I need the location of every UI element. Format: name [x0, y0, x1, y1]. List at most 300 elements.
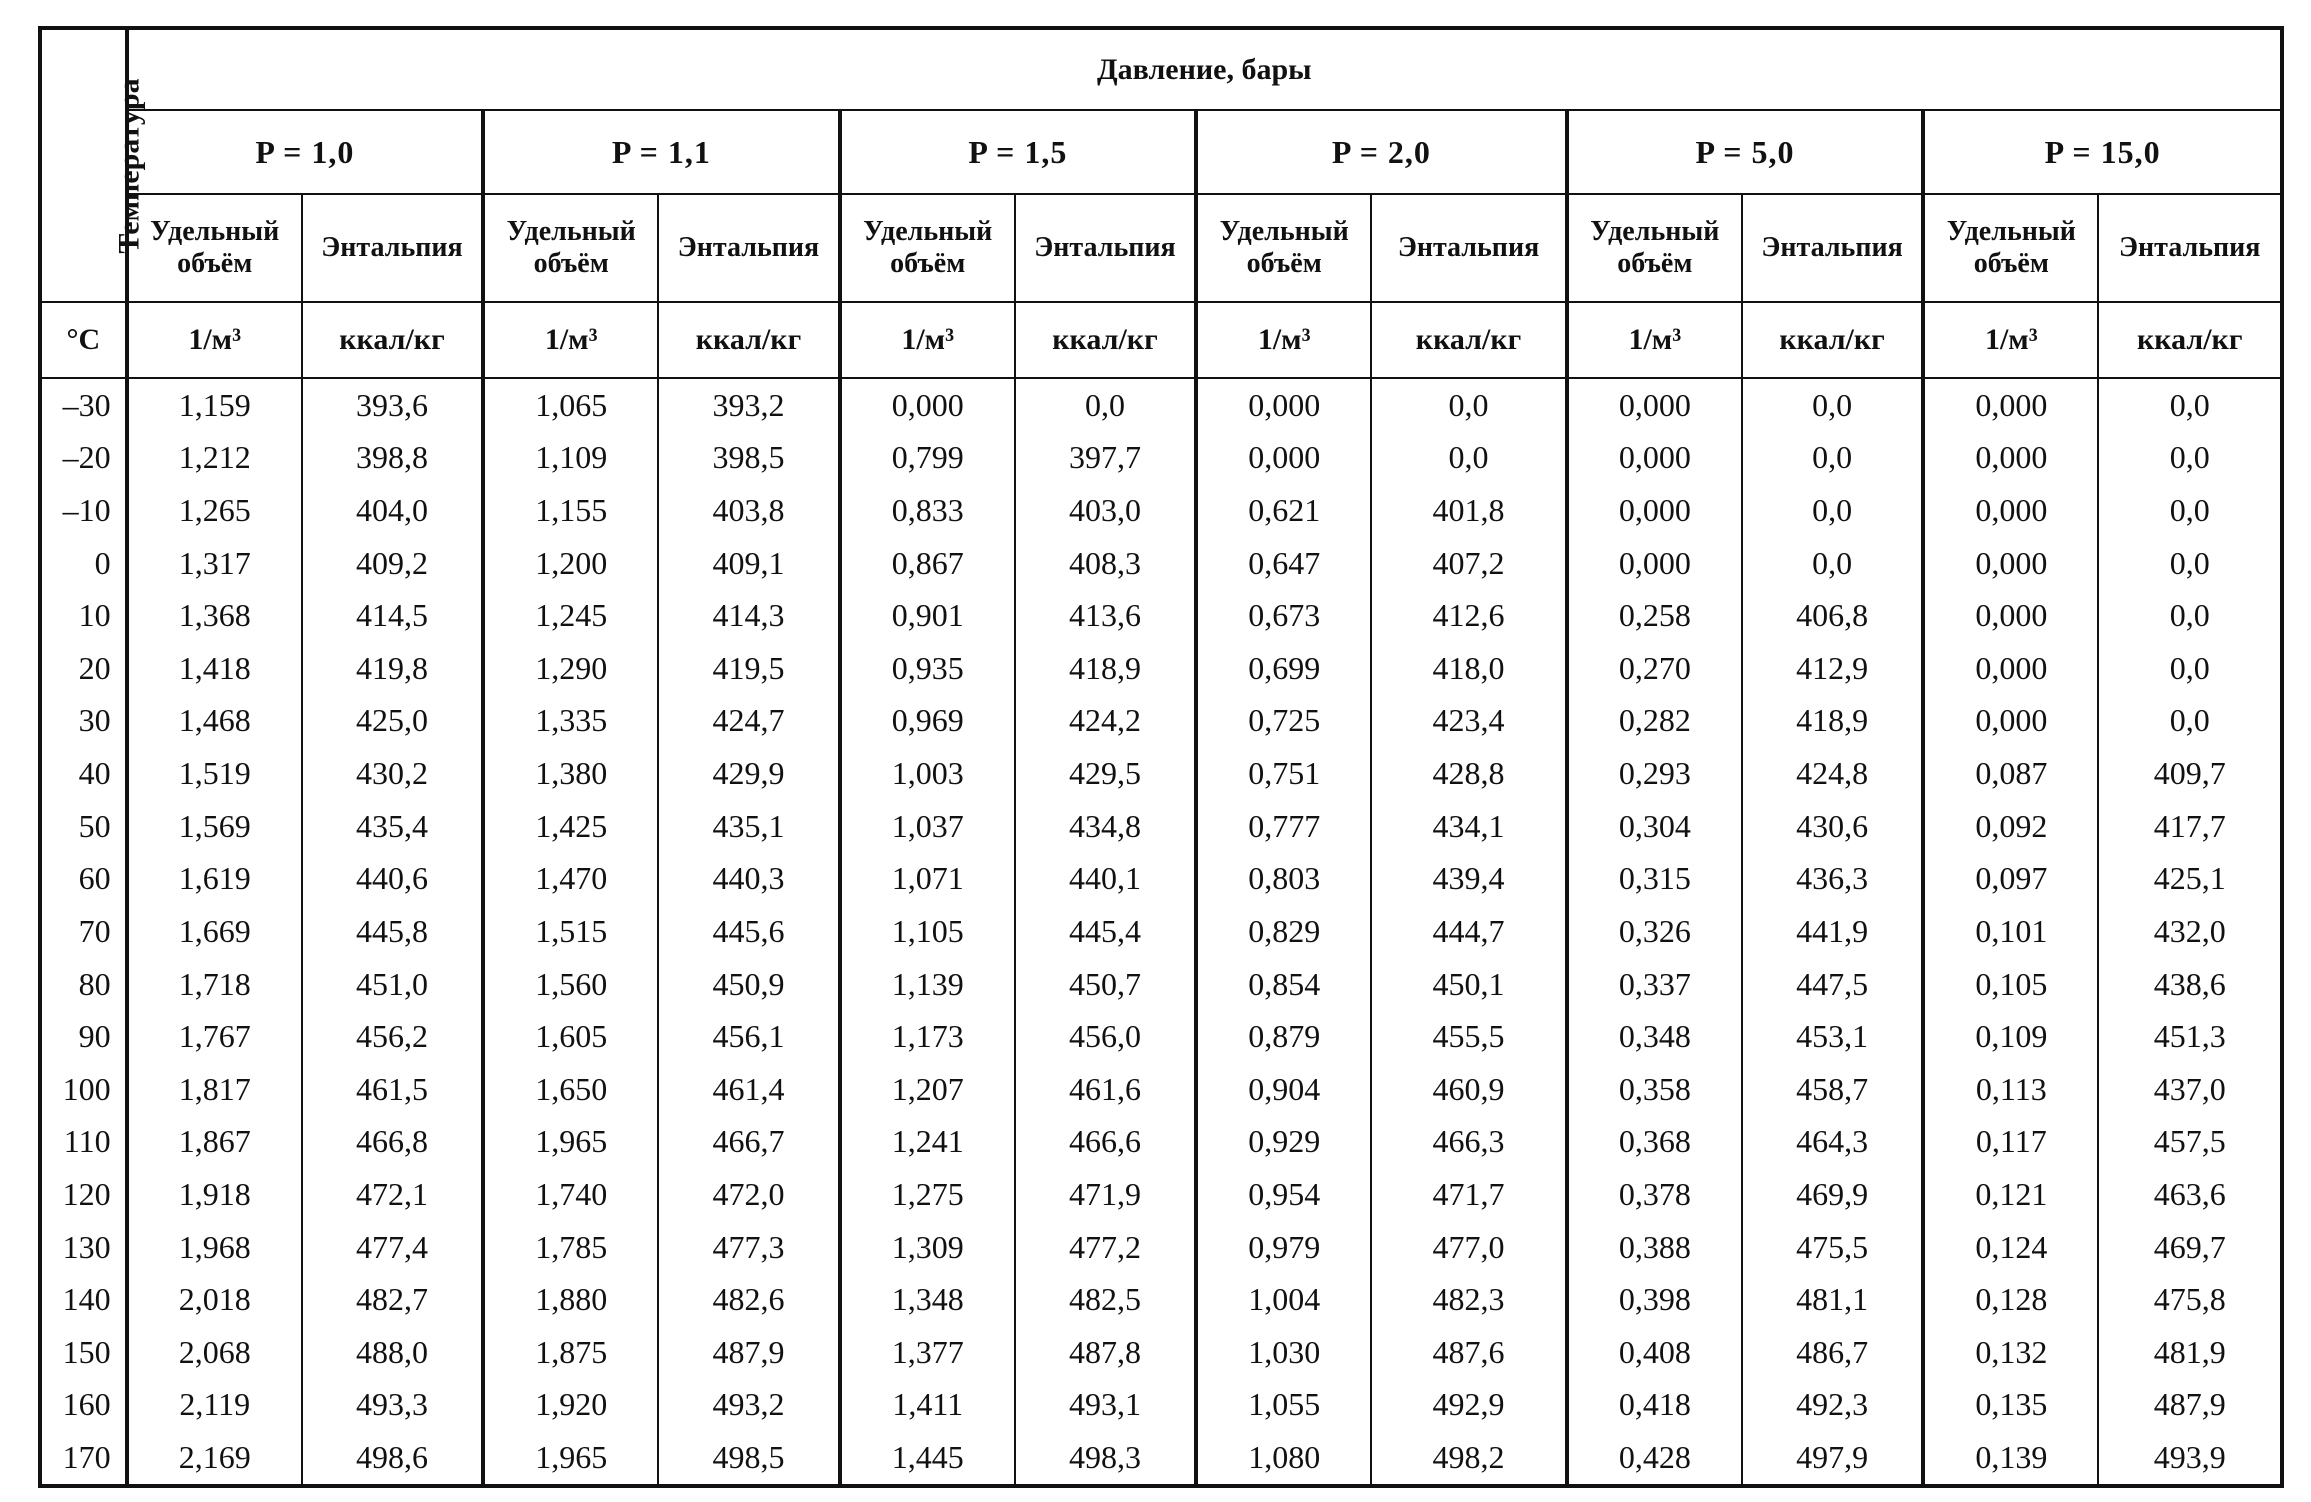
column-subheader-row — [40, 194, 2282, 302]
volume-cell: 0,000 — [1923, 589, 2098, 642]
enthalpy-subheader: Энтальпия — [658, 194, 839, 302]
volume-cell: 1,920 — [483, 1379, 658, 1432]
volume-cell: 1,368 — [127, 589, 302, 642]
volume-cell: 0,097 — [1923, 853, 2098, 906]
enthalpy-cell: 482,7 — [302, 1273, 483, 1326]
volume-unit: 1/м³ — [483, 302, 658, 378]
volume-cell: 1,968 — [127, 1221, 302, 1274]
temperature-cell: 170 — [40, 1431, 127, 1486]
volume-cell: 1,105 — [840, 905, 1015, 958]
table-row — [40, 1326, 2282, 1379]
volume-cell: 0,101 — [1923, 905, 2098, 958]
enthalpy-cell: 406,8 — [1742, 589, 1923, 642]
volume-cell: 0,121 — [1923, 1168, 2098, 1221]
enthalpy-cell: 397,7 — [1015, 432, 1196, 485]
table-body — [40, 378, 2282, 1486]
pressure-group-header: P = 1,0 — [127, 110, 484, 194]
volume-cell: 1,669 — [127, 905, 302, 958]
steam-table-page — [38, 26, 2284, 1488]
volume-cell: 0,337 — [1567, 958, 1742, 1011]
volume-cell: 0,833 — [840, 484, 1015, 537]
volume-cell: 0,270 — [1567, 642, 1742, 695]
enthalpy-cell: 418,9 — [1742, 695, 1923, 748]
temperature-cell: 20 — [40, 642, 127, 695]
volume-cell: 1,030 — [1196, 1326, 1371, 1379]
enthalpy-cell: 401,8 — [1371, 484, 1566, 537]
enthalpy-cell: 440,6 — [302, 853, 483, 906]
enthalpy-cell: 481,1 — [1742, 1273, 1923, 1326]
enthalpy-cell: 0,0 — [1015, 378, 1196, 432]
temperature-cell: 90 — [40, 1010, 127, 1063]
enthalpy-cell: 456,2 — [302, 1010, 483, 1063]
volume-cell: 1,241 — [840, 1116, 1015, 1169]
volume-cell: 0,092 — [1923, 800, 2098, 853]
temperature-cell: 60 — [40, 853, 127, 906]
volume-cell: 0,803 — [1196, 853, 1371, 906]
enthalpy-cell: 0,0 — [2098, 589, 2282, 642]
enthalpy-unit: ккал/кг — [302, 302, 483, 378]
volume-cell: 1,377 — [840, 1326, 1015, 1379]
temperature-cell: –30 — [40, 378, 127, 432]
enthalpy-cell: 398,5 — [658, 432, 839, 485]
volume-subheader: Удельный объём — [1567, 194, 1742, 302]
enthalpy-cell: 409,2 — [302, 537, 483, 590]
table-row — [40, 432, 2282, 485]
enthalpy-cell: 414,5 — [302, 589, 483, 642]
enthalpy-cell: 429,5 — [1015, 747, 1196, 800]
volume-cell: 0,725 — [1196, 695, 1371, 748]
enthalpy-cell: 430,2 — [302, 747, 483, 800]
volume-cell: 0,000 — [1196, 378, 1371, 432]
pressure-header: Давление, бары — [127, 28, 2282, 110]
enthalpy-cell: 477,2 — [1015, 1221, 1196, 1274]
volume-cell: 1,290 — [483, 642, 658, 695]
volume-cell: 1,139 — [840, 958, 1015, 1011]
enthalpy-cell: 432,0 — [2098, 905, 2282, 958]
temperature-header-label: Температура — [112, 77, 146, 254]
volume-cell: 1,560 — [483, 958, 658, 1011]
units-row — [40, 302, 2282, 378]
volume-cell: 1,445 — [840, 1431, 1015, 1486]
enthalpy-cell: 487,8 — [1015, 1326, 1196, 1379]
steam-properties-table — [38, 26, 2284, 1488]
volume-cell: 0,408 — [1567, 1326, 1742, 1379]
temperature-cell: 10 — [40, 589, 127, 642]
pressure-group-header: P = 5,0 — [1567, 110, 1924, 194]
volume-cell: 0,699 — [1196, 642, 1371, 695]
pressure-group-header: P = 1,1 — [483, 110, 840, 194]
enthalpy-cell: 475,5 — [1742, 1221, 1923, 1274]
volume-cell: 1,650 — [483, 1063, 658, 1116]
table-row — [40, 695, 2282, 748]
enthalpy-cell: 466,8 — [302, 1116, 483, 1169]
table-row — [40, 1431, 2282, 1486]
enthalpy-cell: 466,6 — [1015, 1116, 1196, 1169]
enthalpy-subheader: Энтальпия — [2098, 194, 2282, 302]
pressure-group-header: P = 1,5 — [840, 110, 1197, 194]
enthalpy-cell: 472,1 — [302, 1168, 483, 1221]
volume-subheader: Удельный объём — [127, 194, 302, 302]
enthalpy-cell: 439,4 — [1371, 853, 1566, 906]
volume-cell: 0,969 — [840, 695, 1015, 748]
enthalpy-cell: 450,1 — [1371, 958, 1566, 1011]
pressure-values-row — [40, 110, 2282, 194]
enthalpy-cell: 481,9 — [2098, 1326, 2282, 1379]
enthalpy-cell: 441,9 — [1742, 905, 1923, 958]
enthalpy-cell: 428,8 — [1371, 747, 1566, 800]
enthalpy-cell: 492,3 — [1742, 1379, 1923, 1432]
temperature-unit: °С — [40, 302, 127, 378]
volume-cell: 0,109 — [1923, 1010, 2098, 1063]
enthalpy-cell: 430,6 — [1742, 800, 1923, 853]
temperature-cell: –10 — [40, 484, 127, 537]
volume-cell: 2,068 — [127, 1326, 302, 1379]
volume-cell: 0,326 — [1567, 905, 1742, 958]
enthalpy-cell: 435,4 — [302, 800, 483, 853]
enthalpy-cell: 0,0 — [2098, 432, 2282, 485]
enthalpy-cell: 393,6 — [302, 378, 483, 432]
volume-unit: 1/м³ — [1923, 302, 2098, 378]
enthalpy-cell: 0,0 — [2098, 642, 2282, 695]
table-row — [40, 642, 2282, 695]
volume-cell: 1,317 — [127, 537, 302, 590]
enthalpy-cell: 419,8 — [302, 642, 483, 695]
volume-subheader: Удельный объём — [483, 194, 658, 302]
volume-cell: 1,265 — [127, 484, 302, 537]
volume-cell: 1,867 — [127, 1116, 302, 1169]
pressure-group-header: P = 2,0 — [1196, 110, 1567, 194]
enthalpy-cell: 487,6 — [1371, 1326, 1566, 1379]
volume-cell: 0,117 — [1923, 1116, 2098, 1169]
table-row — [40, 958, 2282, 1011]
volume-cell: 0,954 — [1196, 1168, 1371, 1221]
volume-cell: 1,275 — [840, 1168, 1015, 1221]
volume-cell: 1,515 — [483, 905, 658, 958]
enthalpy-cell: 407,2 — [1371, 537, 1566, 590]
volume-cell: 0,000 — [1567, 484, 1742, 537]
temperature-cell: 30 — [40, 695, 127, 748]
volume-cell: 1,918 — [127, 1168, 302, 1221]
volume-cell: 1,718 — [127, 958, 302, 1011]
enthalpy-cell: 437,0 — [2098, 1063, 2282, 1116]
enthalpy-cell: 482,6 — [658, 1273, 839, 1326]
volume-cell: 0,829 — [1196, 905, 1371, 958]
enthalpy-cell: 440,1 — [1015, 853, 1196, 906]
volume-cell: 1,348 — [840, 1273, 1015, 1326]
enthalpy-cell: 412,9 — [1742, 642, 1923, 695]
table-row — [40, 905, 2282, 958]
table-row — [40, 1063, 2282, 1116]
volume-cell: 0,132 — [1923, 1326, 2098, 1379]
enthalpy-cell: 409,1 — [658, 537, 839, 590]
volume-cell: 1,080 — [1196, 1431, 1371, 1486]
volume-cell: 0,348 — [1567, 1010, 1742, 1063]
enthalpy-cell: 469,9 — [1742, 1168, 1923, 1221]
volume-cell: 0,000 — [1923, 695, 2098, 748]
enthalpy-unit: ккал/кг — [658, 302, 839, 378]
volume-cell: 1,965 — [483, 1431, 658, 1486]
volume-cell: 0,378 — [1567, 1168, 1742, 1221]
enthalpy-cell: 493,3 — [302, 1379, 483, 1432]
volume-cell: 0,879 — [1196, 1010, 1371, 1063]
enthalpy-cell: 461,5 — [302, 1063, 483, 1116]
enthalpy-cell: 482,3 — [1371, 1273, 1566, 1326]
volume-cell: 0,128 — [1923, 1273, 2098, 1326]
volume-cell: 1,173 — [840, 1010, 1015, 1063]
volume-cell: 0,621 — [1196, 484, 1371, 537]
temperature-cell: 150 — [40, 1326, 127, 1379]
temperature-cell: 0 — [40, 537, 127, 590]
temperature-cell: 50 — [40, 800, 127, 853]
enthalpy-cell: 471,9 — [1015, 1168, 1196, 1221]
volume-cell: 0,000 — [1196, 432, 1371, 485]
volume-cell: 1,880 — [483, 1273, 658, 1326]
volume-cell: 1,785 — [483, 1221, 658, 1274]
temperature-cell: 40 — [40, 747, 127, 800]
volume-cell: 1,418 — [127, 642, 302, 695]
volume-cell: 0,368 — [1567, 1116, 1742, 1169]
enthalpy-cell: 444,7 — [1371, 905, 1566, 958]
enthalpy-cell: 457,5 — [2098, 1116, 2282, 1169]
enthalpy-cell: 493,1 — [1015, 1379, 1196, 1432]
volume-cell: 1,817 — [127, 1063, 302, 1116]
volume-cell: 1,740 — [483, 1168, 658, 1221]
enthalpy-cell: 393,2 — [658, 378, 839, 432]
volume-cell: 0,751 — [1196, 747, 1371, 800]
volume-cell: 0,854 — [1196, 958, 1371, 1011]
enthalpy-cell: 493,9 — [2098, 1431, 2282, 1486]
volume-unit: 1/м³ — [1196, 302, 1371, 378]
volume-cell: 0,135 — [1923, 1379, 2098, 1432]
enthalpy-cell: 466,7 — [658, 1116, 839, 1169]
enthalpy-cell: 440,3 — [658, 853, 839, 906]
enthalpy-cell: 445,8 — [302, 905, 483, 958]
temperature-cell: 100 — [40, 1063, 127, 1116]
enthalpy-subheader: Энтальпия — [1371, 194, 1566, 302]
volume-cell: 1,245 — [483, 589, 658, 642]
table-row — [40, 747, 2282, 800]
enthalpy-cell: 0,0 — [1742, 484, 1923, 537]
table-row — [40, 1273, 2282, 1326]
temperature-cell: 110 — [40, 1116, 127, 1169]
volume-cell: 0,428 — [1567, 1431, 1742, 1486]
enthalpy-cell: 0,0 — [2098, 695, 2282, 748]
volume-subheader: Удельный объём — [1923, 194, 2098, 302]
volume-cell: 0,647 — [1196, 537, 1371, 590]
table-row — [40, 378, 2282, 432]
volume-cell: 0,935 — [840, 642, 1015, 695]
enthalpy-cell: 409,7 — [2098, 747, 2282, 800]
table-row — [40, 484, 2282, 537]
enthalpy-cell: 414,3 — [658, 589, 839, 642]
volume-cell: 1,159 — [127, 378, 302, 432]
enthalpy-cell: 404,0 — [302, 484, 483, 537]
volume-cell: 0,000 — [1923, 537, 2098, 590]
enthalpy-cell: 460,9 — [1371, 1063, 1566, 1116]
volume-cell: 0,398 — [1567, 1273, 1742, 1326]
volume-cell: 1,207 — [840, 1063, 1015, 1116]
volume-cell: 0,777 — [1196, 800, 1371, 853]
enthalpy-cell: 436,3 — [1742, 853, 1923, 906]
enthalpy-cell: 0,0 — [1742, 378, 1923, 432]
volume-cell: 0,000 — [1923, 484, 2098, 537]
volume-cell: 0,087 — [1923, 747, 2098, 800]
table-row — [40, 1379, 2282, 1432]
enthalpy-cell: 475,8 — [2098, 1273, 2282, 1326]
enthalpy-cell: 434,8 — [1015, 800, 1196, 853]
table-row — [40, 537, 2282, 590]
volume-cell: 1,065 — [483, 378, 658, 432]
enthalpy-cell: 471,7 — [1371, 1168, 1566, 1221]
enthalpy-cell: 456,1 — [658, 1010, 839, 1063]
table-row — [40, 800, 2282, 853]
volume-cell: 0,139 — [1923, 1431, 2098, 1486]
enthalpy-cell: 451,3 — [2098, 1010, 2282, 1063]
volume-cell: 1,109 — [483, 432, 658, 485]
volume-cell: 1,605 — [483, 1010, 658, 1063]
volume-cell: 1,071 — [840, 853, 1015, 906]
enthalpy-cell: 418,9 — [1015, 642, 1196, 695]
enthalpy-cell: 0,0 — [1742, 432, 1923, 485]
volume-cell: 0,000 — [1567, 537, 1742, 590]
enthalpy-cell: 412,6 — [1371, 589, 1566, 642]
volume-cell: 0,904 — [1196, 1063, 1371, 1116]
enthalpy-cell: 0,0 — [1371, 378, 1566, 432]
table-row — [40, 1168, 2282, 1221]
temperature-cell: 120 — [40, 1168, 127, 1221]
enthalpy-unit: ккал/кг — [1742, 302, 1923, 378]
volume-cell: 0,673 — [1196, 589, 1371, 642]
enthalpy-cell: 438,6 — [2098, 958, 2282, 1011]
volume-cell: 1,155 — [483, 484, 658, 537]
enthalpy-cell: 450,9 — [658, 958, 839, 1011]
enthalpy-cell: 434,1 — [1371, 800, 1566, 853]
volume-cell: 1,309 — [840, 1221, 1015, 1274]
enthalpy-cell: 461,4 — [658, 1063, 839, 1116]
temperature-header — [40, 28, 146, 302]
table-header — [40, 28, 2282, 378]
volume-cell: 1,425 — [483, 800, 658, 853]
volume-cell: 0,867 — [840, 537, 1015, 590]
enthalpy-cell: 477,3 — [658, 1221, 839, 1274]
volume-cell: 1,875 — [483, 1326, 658, 1379]
enthalpy-cell: 497,9 — [1742, 1431, 1923, 1486]
enthalpy-cell: 451,0 — [302, 958, 483, 1011]
volume-cell: 1,619 — [127, 853, 302, 906]
enthalpy-cell: 403,8 — [658, 484, 839, 537]
enthalpy-cell: 445,6 — [658, 905, 839, 958]
volume-cell: 1,569 — [127, 800, 302, 853]
enthalpy-cell: 413,6 — [1015, 589, 1196, 642]
enthalpy-cell: 492,9 — [1371, 1379, 1566, 1432]
volume-cell: 0,000 — [1567, 378, 1742, 432]
volume-subheader: Удельный объём — [840, 194, 1015, 302]
volume-unit: 1/м³ — [840, 302, 1015, 378]
enthalpy-cell: 0,0 — [1371, 432, 1566, 485]
volume-cell: 0,358 — [1567, 1063, 1742, 1116]
enthalpy-cell: 0,0 — [2098, 537, 2282, 590]
enthalpy-cell: 493,2 — [658, 1379, 839, 1432]
volume-cell: 0,929 — [1196, 1116, 1371, 1169]
enthalpy-unit: ккал/кг — [1371, 302, 1566, 378]
enthalpy-cell: 0,0 — [2098, 484, 2282, 537]
enthalpy-cell: 498,5 — [658, 1431, 839, 1486]
enthalpy-cell: 487,9 — [658, 1326, 839, 1379]
volume-cell: 0,282 — [1567, 695, 1742, 748]
volume-cell: 1,965 — [483, 1116, 658, 1169]
enthalpy-cell: 461,6 — [1015, 1063, 1196, 1116]
table-row — [40, 1116, 2282, 1169]
volume-cell: 0,304 — [1567, 800, 1742, 853]
enthalpy-cell: 424,2 — [1015, 695, 1196, 748]
volume-cell: 1,767 — [127, 1010, 302, 1063]
volume-cell: 1,037 — [840, 800, 1015, 853]
enthalpy-cell: 463,6 — [2098, 1168, 2282, 1221]
enthalpy-cell: 498,3 — [1015, 1431, 1196, 1486]
enthalpy-cell: 482,5 — [1015, 1273, 1196, 1326]
volume-cell: 0,124 — [1923, 1221, 2098, 1274]
volume-cell: 0,901 — [840, 589, 1015, 642]
enthalpy-subheader: Энтальпия — [1742, 194, 1923, 302]
temperature-cell: 140 — [40, 1273, 127, 1326]
volume-cell: 0,979 — [1196, 1221, 1371, 1274]
enthalpy-cell: 398,8 — [302, 432, 483, 485]
enthalpy-cell: 456,0 — [1015, 1010, 1196, 1063]
enthalpy-cell: 498,2 — [1371, 1431, 1566, 1486]
enthalpy-cell: 418,0 — [1371, 642, 1566, 695]
enthalpy-cell: 472,0 — [658, 1168, 839, 1221]
volume-cell: 1,470 — [483, 853, 658, 906]
volume-cell: 0,418 — [1567, 1379, 1742, 1432]
volume-cell: 0,799 — [840, 432, 1015, 485]
volume-cell: 0,293 — [1567, 747, 1742, 800]
temperature-cell: 80 — [40, 958, 127, 1011]
enthalpy-cell: 464,3 — [1742, 1116, 1923, 1169]
table-row — [40, 1221, 2282, 1274]
volume-cell: 1,519 — [127, 747, 302, 800]
enthalpy-cell: 417,7 — [2098, 800, 2282, 853]
enthalpy-cell: 425,0 — [302, 695, 483, 748]
enthalpy-cell: 423,4 — [1371, 695, 1566, 748]
enthalpy-unit: ккал/кг — [1015, 302, 1196, 378]
volume-cell: 1,468 — [127, 695, 302, 748]
volume-cell: 0,113 — [1923, 1063, 2098, 1116]
enthalpy-cell: 429,9 — [658, 747, 839, 800]
volume-cell: 0,000 — [1923, 378, 2098, 432]
enthalpy-cell: 424,7 — [658, 695, 839, 748]
enthalpy-subheader: Энтальпия — [302, 194, 483, 302]
enthalpy-cell: 455,5 — [1371, 1010, 1566, 1063]
volume-cell: 1,411 — [840, 1379, 1015, 1432]
enthalpy-cell: 419,5 — [658, 642, 839, 695]
volume-cell: 0,258 — [1567, 589, 1742, 642]
volume-cell: 0,000 — [1923, 642, 2098, 695]
volume-cell: 0,315 — [1567, 853, 1742, 906]
enthalpy-cell: 450,7 — [1015, 958, 1196, 1011]
volume-cell: 1,335 — [483, 695, 658, 748]
temperature-cell: 70 — [40, 905, 127, 958]
volume-cell: 1,380 — [483, 747, 658, 800]
volume-cell: 2,169 — [127, 1431, 302, 1486]
enthalpy-cell: 403,0 — [1015, 484, 1196, 537]
volume-cell: 0,388 — [1567, 1221, 1742, 1274]
enthalpy-subheader: Энтальпия — [1015, 194, 1196, 302]
enthalpy-cell: 408,3 — [1015, 537, 1196, 590]
volume-cell: 0,105 — [1923, 958, 2098, 1011]
enthalpy-cell: 445,4 — [1015, 905, 1196, 958]
enthalpy-cell: 469,7 — [2098, 1221, 2282, 1274]
enthalpy-cell: 0,0 — [1742, 537, 1923, 590]
